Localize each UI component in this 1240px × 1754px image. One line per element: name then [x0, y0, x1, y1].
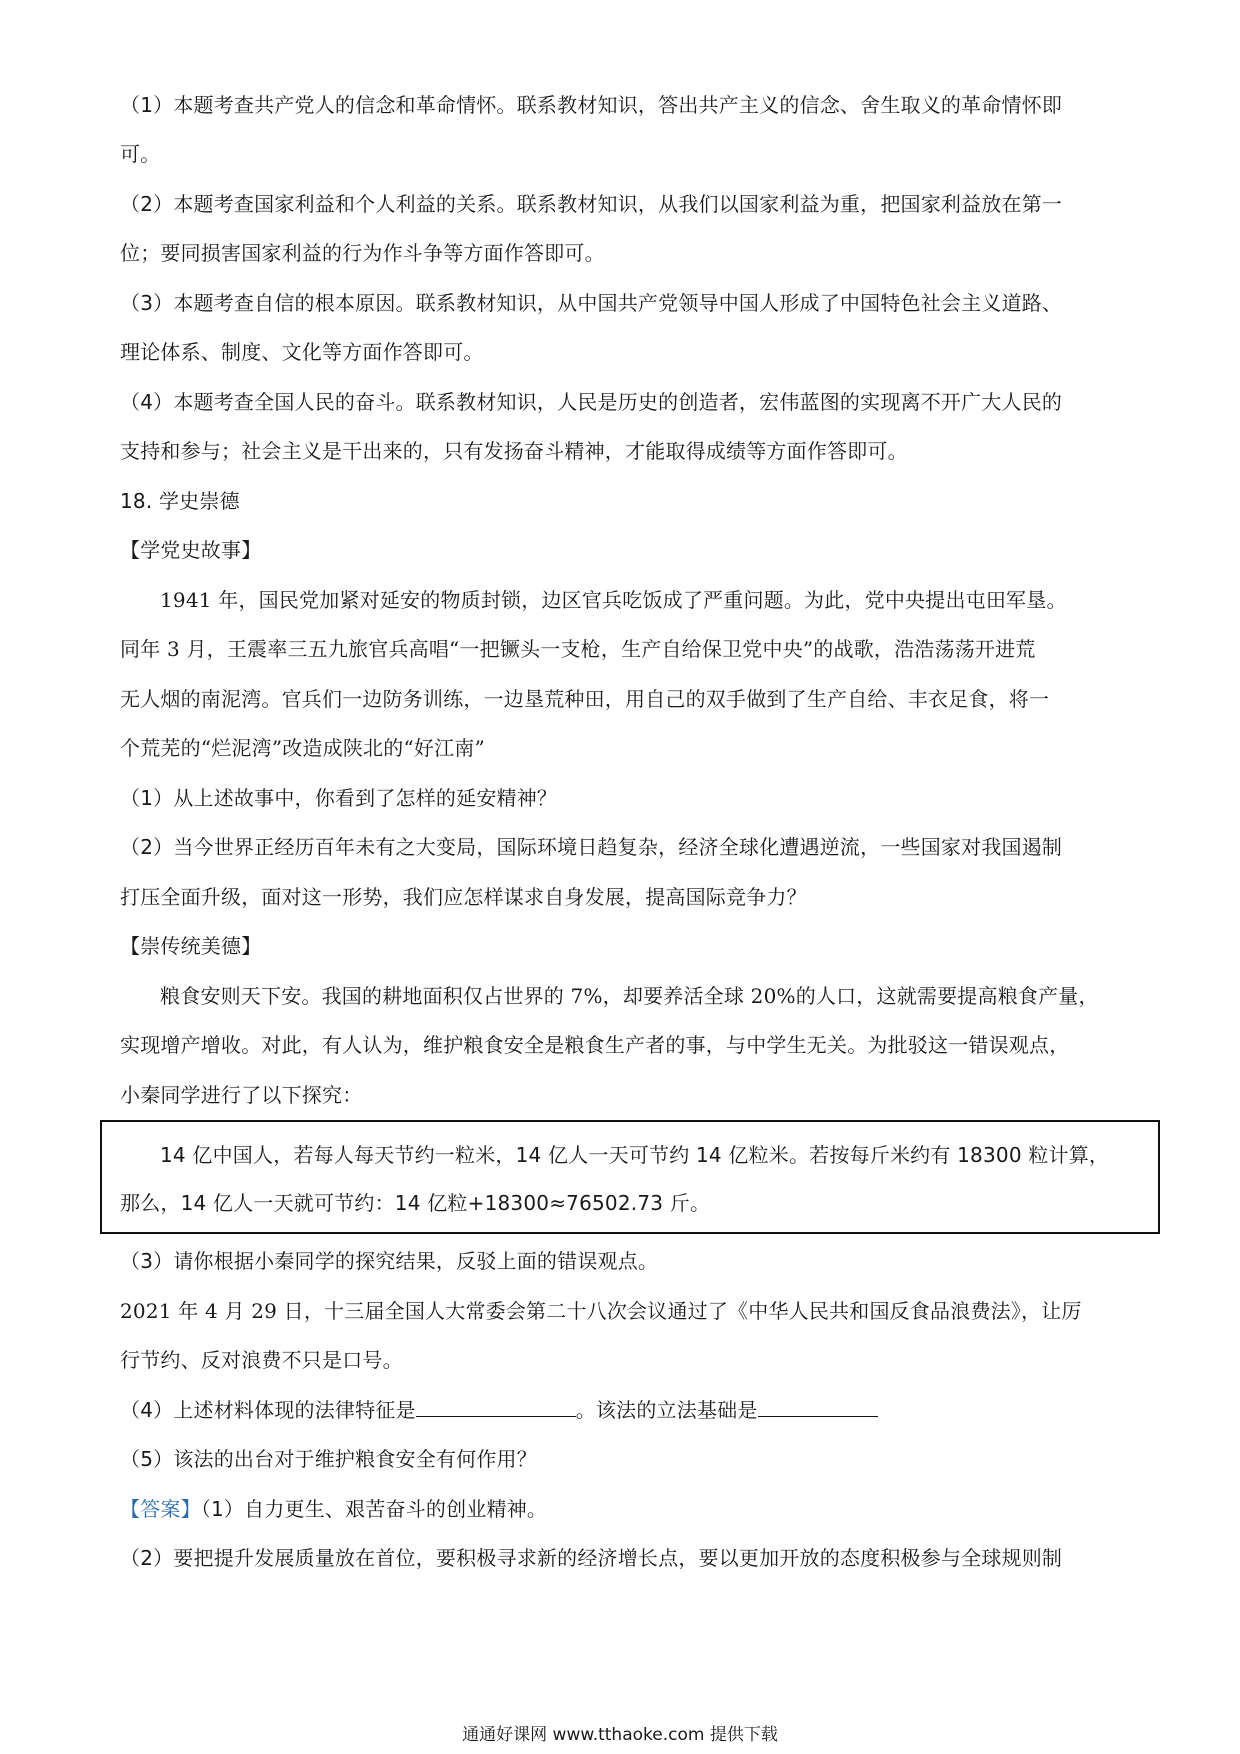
analysis-4-line-2: 支持和参与；社会主义是干出来的，只有发扬奋斗精神，才能取得成绩等方面作答即可。	[120, 439, 908, 463]
analysis-3-line-2: 理论体系、制度、文化等方面作答即可。	[120, 340, 484, 364]
grain-line-3: 小秦同学进行了以下探究：	[120, 1083, 363, 1107]
analysis-3-line-1: （3）本题考查自信的根本原因。联系教材知识，从中国共产党领导中国人形成了中国特色社会主义道路、	[120, 291, 1063, 315]
question-5: （5）该法的出台对于维护粮食安全有何作用？	[120, 1447, 537, 1471]
analysis-2-line-2: 位；要同损害国家利益的行为作斗争等方面作答即可。	[120, 241, 605, 265]
answer-1: （1）自力更生、艰苦奋斗的创业精神。	[200, 1497, 548, 1521]
analysis-4-line-1: （4）本题考查全国人民的奋斗。联系教材知识，人民是历史的创造者，宏伟蓝图的实现离不开广大人民的	[120, 390, 1063, 414]
story-line-4: 个荒芜的“烂泥湾”改造成陕北的“好江南”	[120, 736, 485, 760]
answer-blank-2	[758, 1396, 878, 1417]
inquiry-line-1: 14 亿中国人，若每人每天节约一粒米，14 亿人一天可节约 14 亿粒米。若按每斤米约有 18300 粒计算，	[160, 1143, 1110, 1167]
analysis-1-line-1: （1）本题考查共产党人的信念和革命情怀。联系教材知识，答出共产主义的信念、舍生取义的革命情怀即	[120, 93, 1063, 117]
question-4-part-a: （4）上述材料体现的法律特征是	[120, 1398, 416, 1422]
law-line-2: 行节约、反对浪费不只是口号。	[120, 1348, 403, 1372]
question-1: （1）从上述故事中，你看到了怎样的延安精神？	[120, 786, 558, 810]
grain-line-2: 实现增产增收。对此，有人认为，维护粮食安全是粮食生产者的事，与中学生无关。为批驳这一错误观点，	[120, 1033, 1070, 1057]
section-heading-virtue: 【崇传统美德】	[120, 934, 262, 958]
inquiry-box	[100, 1120, 1160, 1234]
inquiry-line-2: 那么，14 亿人一天就可节约：14 亿粒+18300≈76502.73 斤。	[120, 1191, 711, 1215]
question-2-line-1: （2）当今世界正经历百年未有之大变局，国际环境日趋复杂，经济全球化遭遇逆流，一些国家对我国遏制	[120, 835, 1063, 859]
section-heading-party-history: 【学党史故事】	[120, 538, 262, 562]
story-line-1: 1941 年，国民党加紧对延安的物质封锁，边区官兵吃饭成了严重问题。为此，党中央提出屯田军垦。	[160, 588, 1067, 612]
answer-2-line-1: （2）要把提升发展质量放在首位，要积极寻求新的经济增长点，要以更加开放的态度积极参与全球规则制	[120, 1546, 1063, 1570]
answer-1-row	[120, 1494, 1130, 1524]
law-line-1: 2021 年 4 月 29 日，十三届全国人大常委会第二十八次会议通过了《中华人民共和国反食品浪费法》，让厉	[120, 1299, 1082, 1323]
grain-line-1: 粮食安则天下安。我国的耕地面积仅占世界的 7%，却要养活全球 20%的人口，这就需要提高粮食产量，	[160, 984, 1099, 1008]
footer-credit: 通通好课网 www.tthaoke.com 提供下载	[462, 1725, 778, 1745]
story-line-3: 无人烟的南泥湾。官兵们一边防务训练，一边垦荒种田，用自己的双手做到了生产自给、丰衣足食，将一	[120, 687, 1050, 711]
answer-tag: 【答案】	[120, 1497, 201, 1521]
question-title: 18. 学史崇德	[120, 489, 240, 513]
analysis-1-line-2: 可。	[120, 142, 161, 166]
question-2-line-2: 打压全面升级，面对这一形势，我们应怎样谋求自身发展，提高国际竞争力？	[120, 885, 807, 909]
answer-blank-1	[416, 1396, 576, 1417]
analysis-2-line-1: （2）本题考查国家利益和个人利益的关系。联系教材知识，从我们以国家利益为重，把国家利益放在第一	[120, 192, 1063, 216]
question-4	[120, 1395, 1130, 1425]
question-4-part-b: 。该法的立法基础是	[575, 1398, 758, 1422]
story-line-2: 同年 3 月，王震率三五九旅官兵高唱“一把镢头一支枪，生产自给保卫党中央”的战歌，浩浩荡荡开进荒	[120, 637, 1036, 661]
question-3: （3）请你根据小秦同学的探究结果，反驳上面的错误观点。	[120, 1249, 659, 1273]
